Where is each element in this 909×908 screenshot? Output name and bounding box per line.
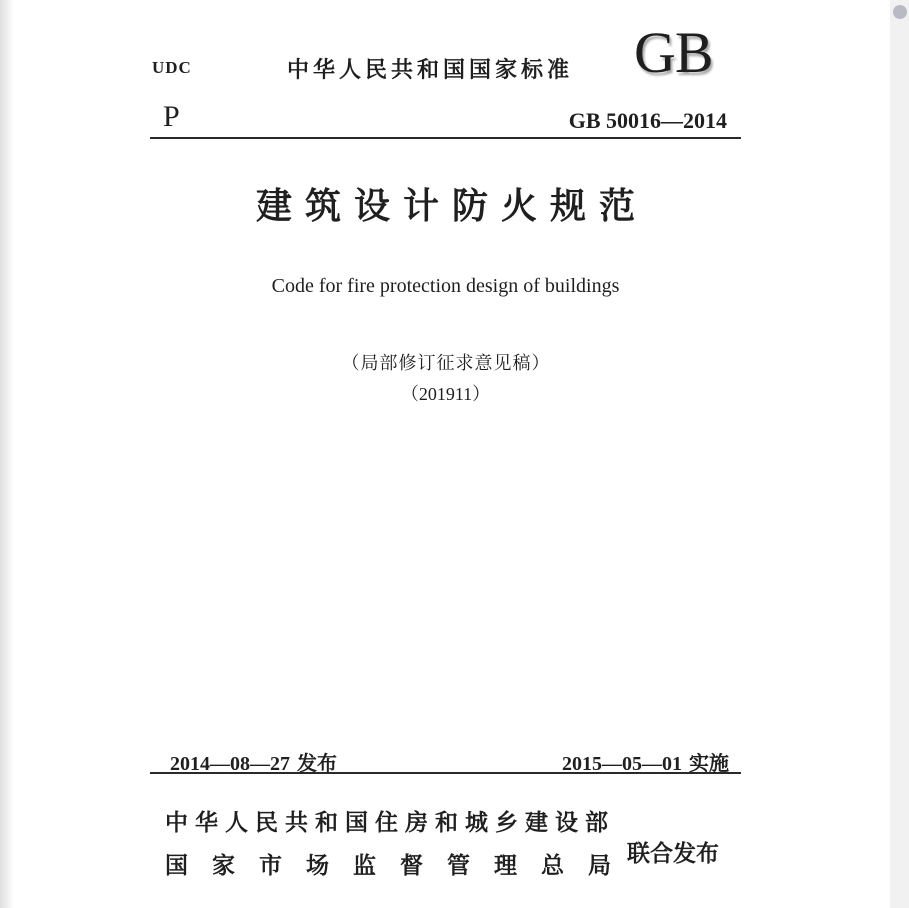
udc-label: UDC bbox=[152, 58, 192, 77]
document-title-cn: 建筑设计防火规范 bbox=[255, 186, 648, 226]
publisher-block bbox=[165, 804, 740, 884]
standard-number: GB 50016—2014 bbox=[568, 108, 727, 133]
publisher-line-2: 国家市场监督管理总局 bbox=[165, 852, 635, 878]
revision-note: （局部修订征求意见稿） bbox=[341, 353, 551, 373]
joint-publish-label: 联合发布 bbox=[627, 840, 719, 866]
header-rule bbox=[150, 137, 741, 139]
gb-logo: GB bbox=[634, 20, 713, 85]
issue-date: 2014—08—27 bbox=[170, 753, 290, 775]
classification-code: P bbox=[163, 100, 180, 133]
national-standard-label: 中华人民共和国国家标准 bbox=[286, 57, 573, 82]
issue-label: 发布 bbox=[297, 753, 337, 775]
scrollbar-track[interactable] bbox=[890, 0, 909, 908]
document-title-en: Code for fire protection design of buildings bbox=[271, 275, 620, 297]
scrollbar-thumb[interactable] bbox=[893, 5, 907, 19]
publisher-line-1: 中华人民共和国住房和城乡建设部 bbox=[165, 809, 615, 835]
implement-label: 实施 bbox=[689, 753, 729, 775]
page-edge-shadow bbox=[0, 0, 14, 908]
footer-rule bbox=[150, 772, 741, 774]
revision-year: （201911） bbox=[400, 384, 491, 404]
implement-date: 2015—05—01 bbox=[562, 753, 682, 775]
